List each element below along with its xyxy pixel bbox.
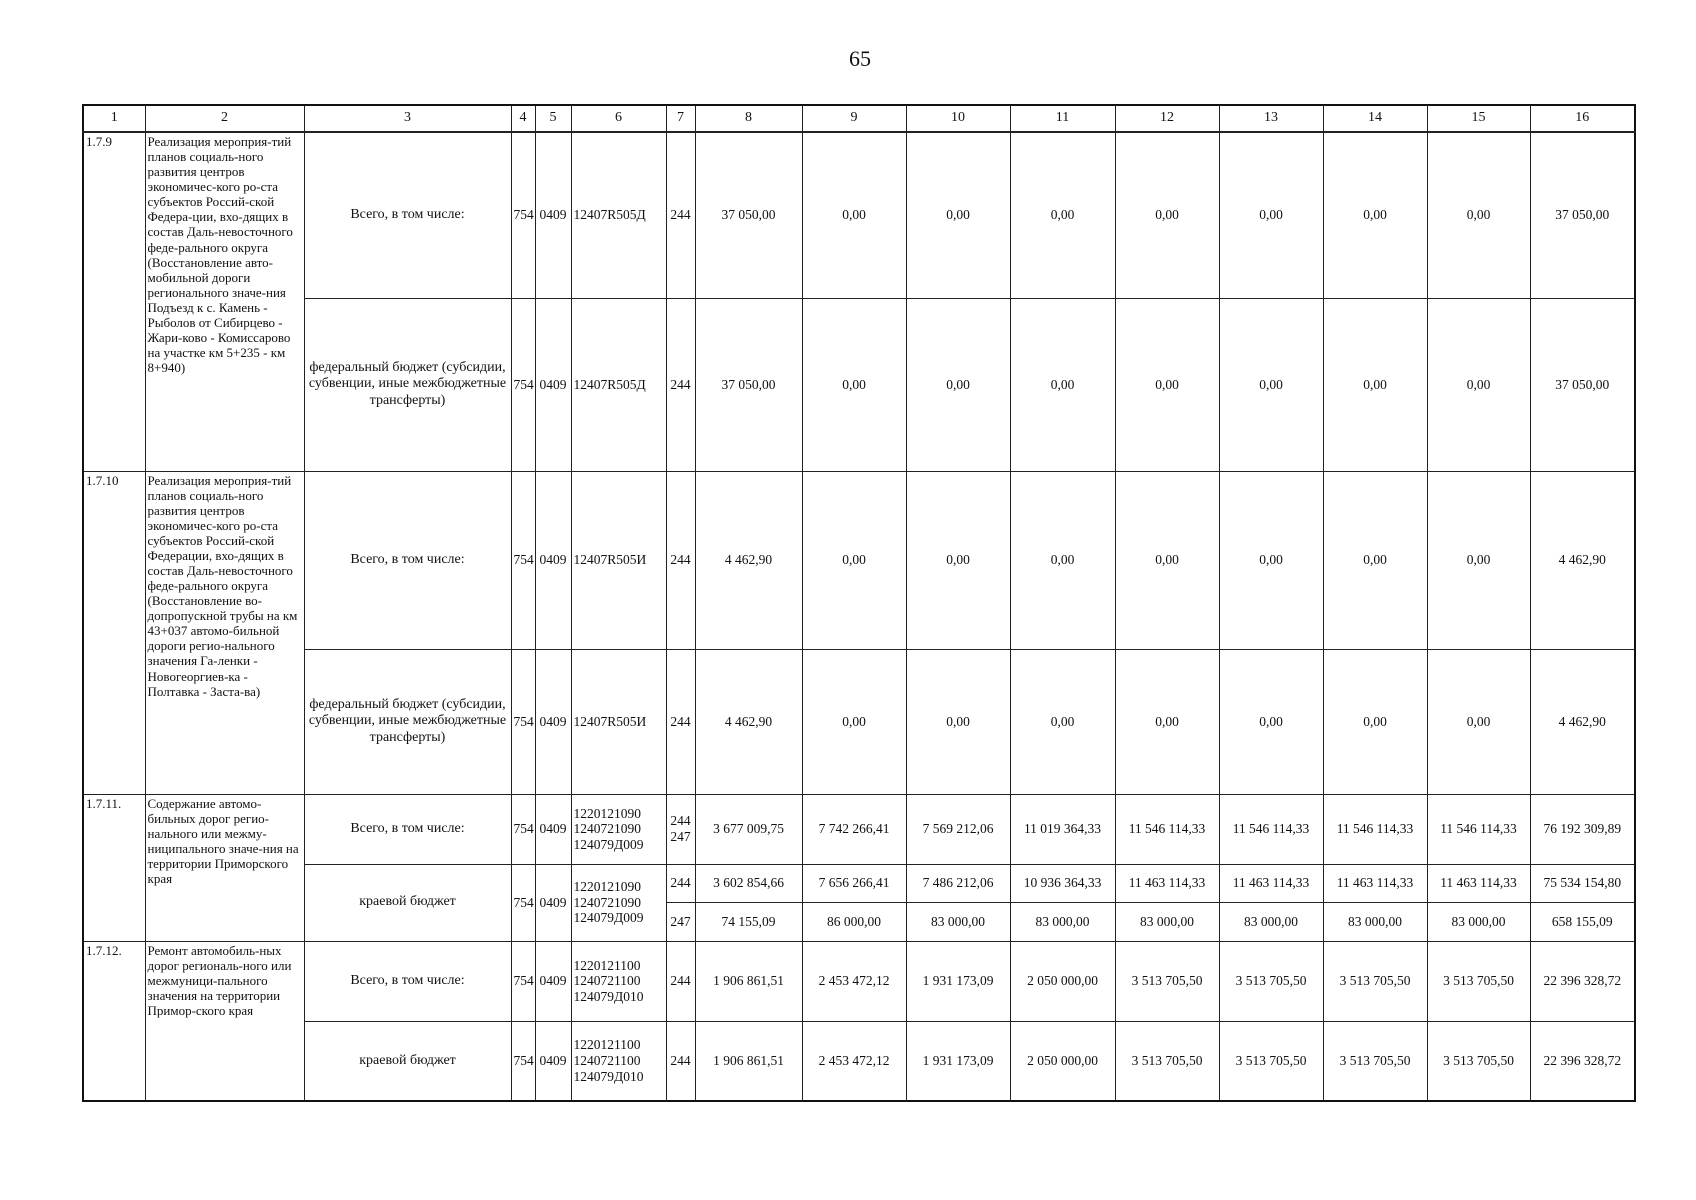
value-cell-col-10: 0,00 (906, 649, 1010, 794)
table-row (83, 1021, 1635, 1101)
col-header-12: 12 (1115, 105, 1219, 132)
value-cell-col-12: 3 513 705,50 (1115, 1021, 1219, 1101)
grbs-code: 754 (511, 1021, 535, 1101)
table-row (83, 649, 1635, 794)
value-cell-col-16: 37 050,00 (1530, 132, 1635, 298)
table-row (83, 132, 1635, 298)
value-cell-col-10: 83 000,00 (906, 902, 1010, 941)
value-cell-col-12: 0,00 (1115, 471, 1219, 649)
funding-source: федеральный бюджет (субсидии, субвенции, иные межбюджетные трансферты) (304, 298, 511, 471)
value-cell-col-12: 0,00 (1115, 649, 1219, 794)
value-cell-col-11: 10 936 364,33 (1010, 864, 1115, 902)
value-cell-col-15: 0,00 (1427, 132, 1530, 298)
funding-source: Всего, в том числе: (304, 794, 511, 864)
value-cell-col-9: 2 453 472,12 (802, 1021, 906, 1101)
grbs-code: 754 (511, 132, 535, 298)
value-cell-col-15: 83 000,00 (1427, 902, 1530, 941)
table-row (83, 941, 1635, 1021)
value-cell-col-11: 11 019 364,33 (1010, 794, 1115, 864)
col-header-6: 6 (571, 105, 666, 132)
expense-type-code: 244 (666, 864, 695, 902)
value-cell-col-14: 3 513 705,50 (1323, 1021, 1427, 1101)
value-cell-col-11: 83 000,00 (1010, 902, 1115, 941)
value-cell-col-11: 0,00 (1010, 132, 1115, 298)
target-article-code: 1220121100 1240721100 124079Д010 (571, 941, 666, 1021)
expense-type-code: 244 (666, 1021, 695, 1101)
value-cell-col-8: 4 462,90 (695, 471, 802, 649)
value-cell-col-9: 7 656 266,41 (802, 864, 906, 902)
value-cell-col-16: 37 050,00 (1530, 298, 1635, 471)
target-article-code: 12407R505И (571, 649, 666, 794)
value-cell-col-14: 3 513 705,50 (1323, 941, 1427, 1021)
value-cell-col-9: 0,00 (802, 132, 906, 298)
value-cell-col-8: 1 906 861,51 (695, 1021, 802, 1101)
value-cell-col-16: 4 462,90 (1530, 649, 1635, 794)
col-header-10: 10 (906, 105, 1010, 132)
value-cell-col-8: 3 602 854,66 (695, 864, 802, 902)
value-cell-col-16: 76 192 309,89 (1530, 794, 1635, 864)
value-cell-col-13: 0,00 (1219, 298, 1323, 471)
col-header-8: 8 (695, 105, 802, 132)
col-header-9: 9 (802, 105, 906, 132)
value-cell-col-12: 83 000,00 (1115, 902, 1219, 941)
expense-type-code: 244 247 (666, 794, 695, 864)
expense-type-code: 247 (666, 902, 695, 941)
page-number: 65 (849, 46, 871, 71)
section-code: 0409 (535, 471, 571, 649)
value-cell-col-15: 3 513 705,50 (1427, 941, 1530, 1021)
col-header-4: 4 (511, 105, 535, 132)
funding-source: Всего, в том числе: (304, 941, 511, 1021)
target-article-code: 1220121100 1240721100 124079Д010 (571, 1021, 666, 1101)
value-cell-col-15: 0,00 (1427, 298, 1530, 471)
target-article-code: 12407R505И (571, 471, 666, 649)
row-code: 1.7.9 (83, 132, 145, 471)
value-cell-col-15: 0,00 (1427, 471, 1530, 649)
section-code: 0409 (535, 132, 571, 298)
value-cell-col-11: 2 050 000,00 (1010, 1021, 1115, 1101)
col-header-7: 7 (666, 105, 695, 132)
row-code: 1.7.10 (83, 471, 145, 794)
value-cell-col-8: 3 677 009,75 (695, 794, 802, 864)
funding-source: Всего, в том числе: (304, 471, 511, 649)
expense-type-code: 244 (666, 649, 695, 794)
header-row (83, 105, 1635, 132)
value-cell-col-11: 0,00 (1010, 649, 1115, 794)
value-cell-col-10: 1 931 173,09 (906, 1021, 1010, 1101)
value-cell-col-13: 3 513 705,50 (1219, 1021, 1323, 1101)
col-header-13: 13 (1219, 105, 1323, 132)
value-cell-col-8: 4 462,90 (695, 649, 802, 794)
value-cell-col-11: 2 050 000,00 (1010, 941, 1115, 1021)
col-header-15: 15 (1427, 105, 1530, 132)
grbs-code: 754 (511, 864, 535, 941)
expense-type-code: 244 (666, 298, 695, 471)
value-cell-col-13: 11 546 114,33 (1219, 794, 1323, 864)
table-row (83, 471, 1635, 649)
col-header-14: 14 (1323, 105, 1427, 132)
table-row (83, 794, 1635, 864)
value-cell-col-8: 1 906 861,51 (695, 941, 802, 1021)
value-cell-col-12: 11 463 114,33 (1115, 864, 1219, 902)
funding-source: федеральный бюджет (субсидии, субвенции, иные межбюджетные трансферты) (304, 649, 511, 794)
target-article-code: 1220121090 1240721090 124079Д009 (571, 864, 666, 941)
value-cell-col-12: 11 546 114,33 (1115, 794, 1219, 864)
value-cell-col-10: 0,00 (906, 298, 1010, 471)
expense-type-code: 244 (666, 941, 695, 1021)
value-cell-col-13: 83 000,00 (1219, 902, 1323, 941)
row-code: 1.7.11. (83, 794, 145, 941)
grbs-code: 754 (511, 794, 535, 864)
col-header-11: 11 (1010, 105, 1115, 132)
value-cell-col-11: 0,00 (1010, 471, 1115, 649)
value-cell-col-10: 1 931 173,09 (906, 941, 1010, 1021)
value-cell-col-9: 0,00 (802, 649, 906, 794)
value-cell-col-9: 0,00 (802, 298, 906, 471)
table-body (83, 105, 1635, 1101)
funding-source: Всего, в том числе: (304, 132, 511, 298)
value-cell-col-8: 37 050,00 (695, 298, 802, 471)
row-name: Ремонт автомобиль-ных дорог региональ-ного или межмуници-пального значения на территории Примор-ского края (145, 941, 304, 1101)
target-article-code: 1220121090 1240721090 124079Д009 (571, 794, 666, 864)
value-cell-col-12: 0,00 (1115, 298, 1219, 471)
section-code: 0409 (535, 794, 571, 864)
value-cell-col-9: 86 000,00 (802, 902, 906, 941)
value-cell-col-15: 11 463 114,33 (1427, 864, 1530, 902)
grbs-code: 754 (511, 649, 535, 794)
target-article-code: 12407R505Д (571, 132, 666, 298)
funding-source: краевой бюджет (304, 864, 511, 941)
value-cell-col-13: 3 513 705,50 (1219, 941, 1323, 1021)
row-code: 1.7.12. (83, 941, 145, 1101)
value-cell-col-8: 74 155,09 (695, 902, 802, 941)
value-cell-col-14: 0,00 (1323, 649, 1427, 794)
col-header-16: 16 (1530, 105, 1635, 132)
section-code: 0409 (535, 1021, 571, 1101)
value-cell-col-16: 4 462,90 (1530, 471, 1635, 649)
col-header-1: 1 (83, 105, 145, 132)
row-name: Реализация мероприя-тий планов социаль-ного развития центров экономичес-кого ро-ста субъектов Россий-ской Федера-ции, вхо-дящих в состав Даль-невосточного феде-рального округа (Восстановление авто-мобильной дороги регионального значе-ния Подъезд к с. Камень - Рыболов от Сибирцево - Жари-ково - Комиссарово на участке км 5+235 - км 8+940) (145, 132, 304, 471)
expense-type-code: 244 (666, 132, 695, 298)
value-cell-col-13: 0,00 (1219, 649, 1323, 794)
value-cell-col-10: 0,00 (906, 132, 1010, 298)
table-row (83, 864, 1635, 902)
funding-source: краевой бюджет (304, 1021, 511, 1101)
row-name: Реализация мероприя-тий планов социаль-ного развития центров экономичес-кого ро-ста субъектов Россий-ской Федерации, вхо-дящих в состав Даль-невосточного феде-рального округа (Восстановление во-допропускной трубы на км 43+037 автомо-бильной дороги регио-нального значения Га-ленки - Новогеоргиев-ка - Полтавка - Заста-ва) (145, 471, 304, 794)
col-header-5: 5 (535, 105, 571, 132)
value-cell-col-12: 3 513 705,50 (1115, 941, 1219, 1021)
value-cell-col-9: 7 742 266,41 (802, 794, 906, 864)
expense-type-code: 244 (666, 471, 695, 649)
value-cell-col-15: 3 513 705,50 (1427, 1021, 1530, 1101)
grbs-code: 754 (511, 941, 535, 1021)
section-code: 0409 (535, 864, 571, 941)
value-cell-col-14: 0,00 (1323, 471, 1427, 649)
value-cell-col-15: 0,00 (1427, 649, 1530, 794)
value-cell-col-9: 0,00 (802, 471, 906, 649)
table-row (83, 298, 1635, 471)
col-header-2: 2 (145, 105, 304, 132)
value-cell-col-16: 22 396 328,72 (1530, 941, 1635, 1021)
value-cell-col-14: 11 463 114,33 (1323, 864, 1427, 902)
value-cell-col-9: 2 453 472,12 (802, 941, 906, 1021)
value-cell-col-15: 11 546 114,33 (1427, 794, 1530, 864)
value-cell-col-10: 7 569 212,06 (906, 794, 1010, 864)
section-code: 0409 (535, 941, 571, 1021)
section-code: 0409 (535, 298, 571, 471)
value-cell-col-10: 7 486 212,06 (906, 864, 1010, 902)
value-cell-col-14: 83 000,00 (1323, 902, 1427, 941)
grbs-code: 754 (511, 298, 535, 471)
value-cell-col-12: 0,00 (1115, 132, 1219, 298)
value-cell-col-16: 75 534 154,80 (1530, 864, 1635, 902)
section-code: 0409 (535, 649, 571, 794)
value-cell-col-14: 0,00 (1323, 298, 1427, 471)
grbs-code: 754 (511, 471, 535, 649)
col-header-3: 3 (304, 105, 511, 132)
value-cell-col-14: 11 546 114,33 (1323, 794, 1427, 864)
value-cell-col-13: 0,00 (1219, 471, 1323, 649)
value-cell-col-8: 37 050,00 (695, 132, 802, 298)
value-cell-col-11: 0,00 (1010, 298, 1115, 471)
value-cell-col-16: 658 155,09 (1530, 902, 1635, 941)
value-cell-col-13: 0,00 (1219, 132, 1323, 298)
value-cell-col-10: 0,00 (906, 471, 1010, 649)
row-name: Содержание автомо-бильных дорог регио-нального или межму-ниципального значе-ния на территории Приморского края (145, 794, 304, 941)
value-cell-col-14: 0,00 (1323, 132, 1427, 298)
value-cell-col-13: 11 463 114,33 (1219, 864, 1323, 902)
value-cell-col-16: 22 396 328,72 (1530, 1021, 1635, 1101)
target-article-code: 12407R505Д (571, 298, 666, 471)
budget-table (82, 104, 1636, 1102)
